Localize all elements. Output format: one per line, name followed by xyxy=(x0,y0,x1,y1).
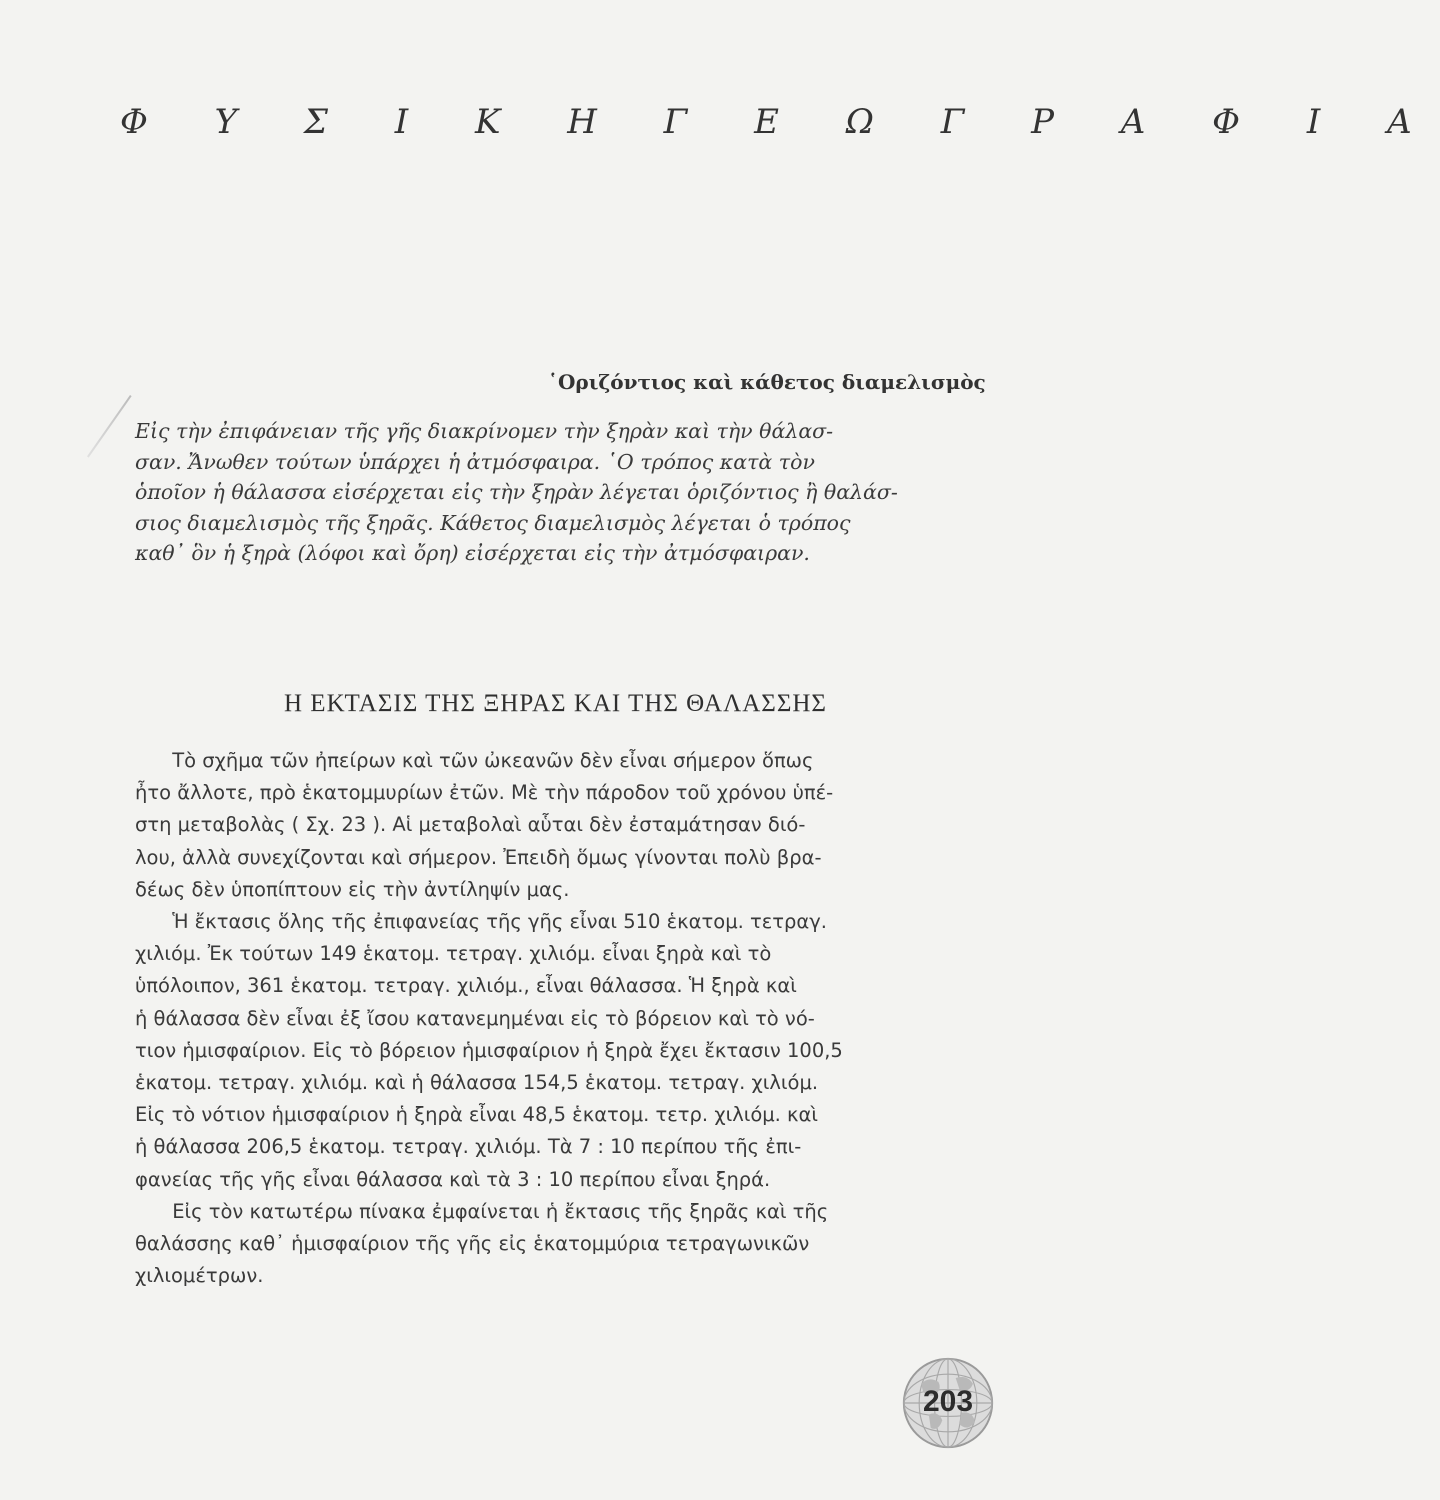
page-title: Φ Υ Σ Ι Κ Η Γ Ε Ω Γ Ρ Α Φ Ι Α xyxy=(120,102,1440,142)
italic-paragraph xyxy=(135,416,960,569)
body-line: Εἰς τὸν κατωτέρω πίνακα ἐμφαίνεται ἡ ἔκτασις τῆς ξηρᾶς καὶ τῆς xyxy=(135,1199,829,1223)
paragraph-line: καθ᾽ ὃν ἡ ξηρὰ (λόφοι καὶ ὄρη) εἰσέρχεται εἰς τὴν ἀτμόσφαιραν. xyxy=(135,541,810,565)
body-line: Ἡ ἔκτασις ὅλης τῆς ἐπιφανείας τῆς γῆς εἶναι 510 ἑκατομ. τετραγ. xyxy=(135,910,827,934)
paragraph-line: σαν. Ἄνωθεν τούτων ὑπάρχει ἡ ἀτμόσφαιρα. ῾Ο τρόπος κατὰ τὸν xyxy=(135,449,815,474)
paragraph-line: σιος διαμελισμὸς τῆς ξηρᾶς. Κάθετος διαμελισμὸς λέγεται ὁ τρόπος xyxy=(135,510,851,535)
body-line: λου, ἀλλὰ συνεχίζονται καὶ σήμερον. Ἐπειδὴ ὅμως γίνονται πολὺ βρα- xyxy=(135,845,822,869)
paragraph-line: ὁποῖον ἡ θάλασσα εἰσέρχεται εἰς τὴν ξηρὰν λέγεται ὁριζόντιος ἢ θαλάσ- xyxy=(135,480,898,504)
body-line: χιλιομέτρων. xyxy=(135,1264,264,1288)
body-line: φανείας τῆς γῆς εἶναι θάλασσα καὶ τὰ 3 : 10 περίπου εἶναι ξηρά. xyxy=(135,1167,771,1191)
page-number: 203 xyxy=(922,1385,974,1418)
body-line: ἦτο ἄλλοτε, πρὸ ἑκατομμυρίων ἐτῶν. Μὲ τὴν πάροδον τοῦ χρόνου ὑπέ- xyxy=(135,781,834,805)
paragraph-line: Εἰς τὴν ἐπιφάνειαν τῆς γῆς διακρίνομεν τὴν ξηρὰν καὶ τὴν θάλασ- xyxy=(135,419,834,443)
section-heading: ῾Οριζόντιος καὶ κάθετος διαμελισμὸς xyxy=(548,370,986,394)
body-line: δέως δὲν ὑποπίπτουν εἰς τὴν ἀντίληψίν μας. xyxy=(135,877,570,901)
caps-heading: Η ΕΚΤΑΣΙΣ ΤΗΣ ΞΗΡΑΣ ΚΑΙ ΤΗΣ ΘΑΛΑΣΣΗΣ xyxy=(284,690,827,717)
body-line: τιον ἡμισφαίριον. Εἰς τὸ βόρειον ἡμισφαίριον ἡ ξηρὰ ἔχει ἔκτασιν 100,5 xyxy=(135,1038,843,1062)
body-line: Εἰς τὸ νότιον ἡμισφαίριον ἡ ξηρὰ εἶναι 48,5 ἑκατομ. τετρ. χιλιόμ. καὶ xyxy=(135,1103,819,1127)
body-line: ὑπόλοιπον, 361 ἑκατομ. τετραγ. χιλιόμ., εἶναι θάλασσα. Ἡ ξηρὰ καὶ xyxy=(135,974,797,998)
body-line: στη μεταβολὰς ( Σχ. 23 ). Αἱ μεταβολαὶ αὗται δὲν ἐσταμάτησαν διό- xyxy=(135,813,806,837)
body-line: θαλάσσης καθ᾽ ἡμισφαίριον τῆς γῆς εἰς ἑκατομμύρια τετραγωνικῶν xyxy=(135,1232,810,1256)
body-text xyxy=(135,745,960,1292)
body-line: ἡ θάλασσα δὲν εἶναι ἐξ ἴσου κατανεμημέναι εἰς τὸ βόρειον καὶ τὸ νό- xyxy=(135,1006,815,1030)
body-line: ἑκατομ. τετραγ. χιλιόμ. καὶ ἡ θάλασσα 154,5 ἑκατομ. τετραγ. χιλιόμ. xyxy=(135,1071,819,1095)
body-line: ἡ θάλασσα 206,5 ἑκατομ. τετραγ. χιλιόμ. Τὰ 7 : 10 περίπου τῆς ἐπι- xyxy=(135,1135,802,1159)
body-line: Τὸ σχῆμα τῶν ἠπείρων καὶ τῶν ὠκεανῶν δὲν εἶναι σήμερον ὅπως xyxy=(135,749,814,772)
pencil-mark xyxy=(87,395,132,458)
body-line: χιλιόμ. Ἐκ τούτων 149 ἑκατομ. τετραγ. χιλιόμ. εἶναι ξηρὰ καὶ τὸ xyxy=(135,942,772,966)
